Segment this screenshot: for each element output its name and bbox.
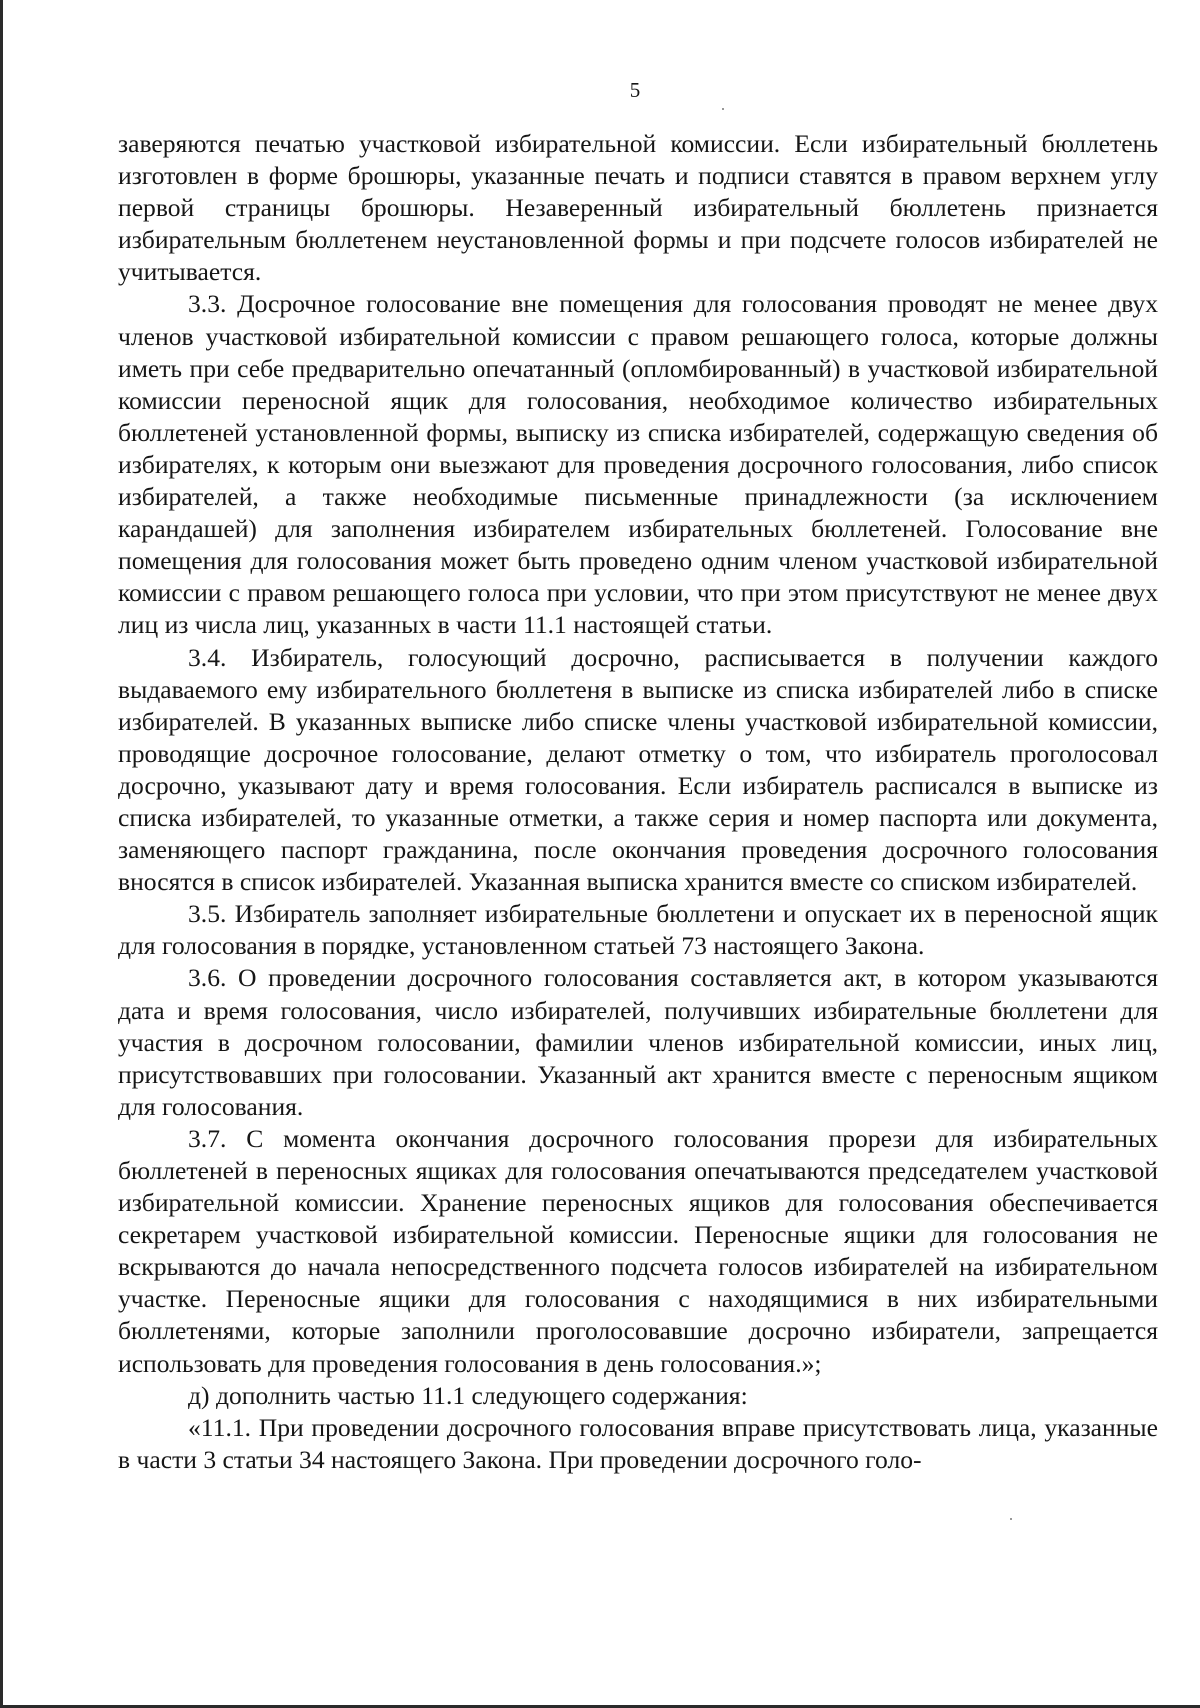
scan-speck [1010,1518,1012,1520]
body-text [118,128,1158,1476]
page-number: 5 [629,78,641,102]
scan-speck [722,108,724,110]
paragraph-continuation: заверяются печатью участковой избирательной комиссии. Если избирательный бюллетень изготовлен в форме брошюры, указанные печать и подписи ставятся в правом верхнем углу первой страницы брошюры. Незаверенный избирательный бюллетень признается избирательным бюллетенем неустановленной формы и при подсчете голосов избирателей не учитывается. [118,129,1158,287]
paragraph-3-4: 3.4. Избиратель, голосующий досрочно, расписывается в получении каждого выдаваемого ему избирательного бюллетеня в выписке из списка избирателей либо в списке избирателей. В указанных выписке либо списке члены участковой избирательной комиссии, проводящие досрочное голосование, делают отметку о том, что избиратель проголосовал досрочно, указывают дату и время голосования. Если избиратель расписался в выписке из списка избирателей, то указанные отметки, а также серия и номер паспорта или документа, заменяющего паспорт гражданина, после окончания проведения досрочного голосования вносятся в список избирателей. Указанная выписка хранится вместе со списком избирателей. [118,642,1158,897]
paragraph-3-7: 3.7. С момента окончания досрочного голосования прорези для избирательных бюллетеней в переносных ящиках для голосования опечатываются председателем участковой избирательной комиссии. Хранение переносных ящиков для голосования обеспечивается секретарем участковой избирательной комиссии. Переносные ящики для голосования не вскрываются до начала непосредственного подсчета голосов избирателей на избирательном участке. Переносные ящики для голосования с находящимися в них избирательными бюллетенями, которые заполнили проголосовавшие досрочно избиратели, запрещается использовать для проведения голосования в день голосования.»; [118,1123,1158,1378]
paragraph-3-5: 3.5. Избиратель заполняет избирательные бюллетени и опускает их в переносной ящик для голосования в порядке, установленном статьей 73 настоящего Закона. [118,899,1158,961]
paragraph-3-6: 3.6. О проведении досрочного голосования составляется акт, в котором указываются дата и время голосования, число избирателей, получивших избирательные бюллетени для участия в досрочном голосовании, фамилии членов избирательной комиссии, иных лиц, присутствовавших при голосовании. Указанный акт хранится вместе с переносным ящиком для голосования. [118,963,1158,1121]
paragraph-3-3: 3.3. Досрочное голосование вне помещения для голосования проводят не менее двух членов участковой избирательной комиссии с правом решающего голоса, которые должны иметь при себе предварительно опечатанный (опломбированный) в участковой избирательной комиссии переносной ящик для голосования, необходимое количество избирательных бюллетеней установленной формы, выписку из списка избирателей, содержащую сведения об избирателях, к которым они выезжают для проведения досрочного голосования, либо список избирателей, а также необходимые письменные принадлежности (за исключением карандашей) для заполнения избирателем избирательных бюллетеней. Голосование вне помещения для голосования может быть проведено одним членом участковой избирательной комиссии с правом решающего голоса при условии, что при этом присутствуют не менее двух лиц из числа лиц, указанных в части 11.1 настоящей статьи. [118,289,1158,640]
paragraph-d: д) дополнить частью 11.1 следующего содержания: [188,1380,748,1410]
scan-edge-left [0,0,3,1708]
paragraph-11-1: «11.1. При проведении досрочного голосования вправе присутствовать лица, указанные в части 3 статьи 34 настоящего Закона. При проведении досрочного голо- [118,1412,1158,1474]
